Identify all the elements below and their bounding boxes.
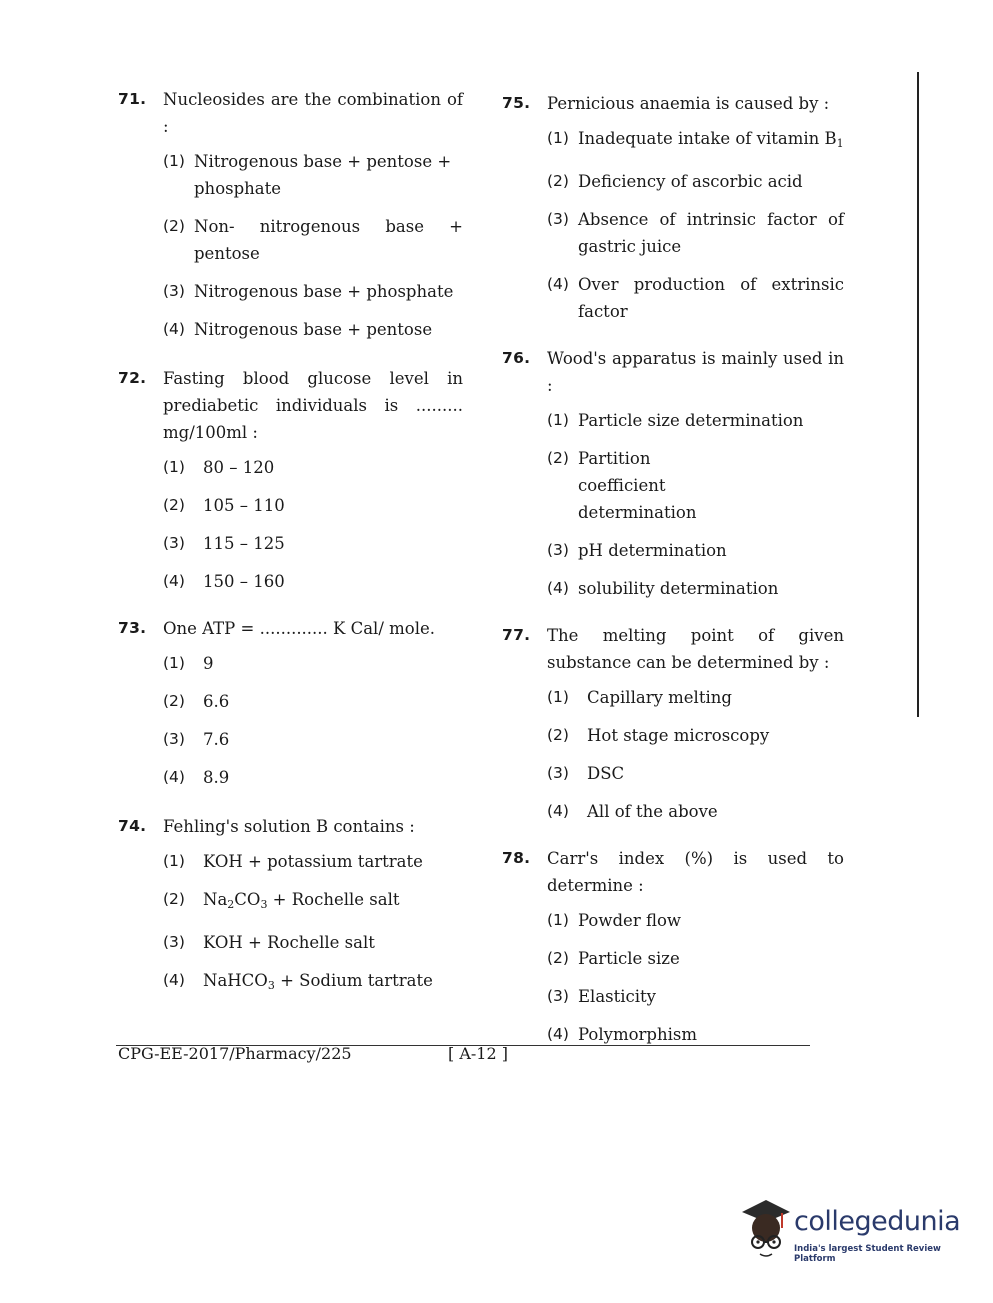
question-number: 72. [118, 369, 147, 387]
question-text: Fasting blood glucose level in prediabetic individuals is ......... mg/100ml : [163, 369, 463, 442]
option [163, 316, 463, 343]
option-number: (2) [163, 217, 185, 235]
question-number: 75. [502, 94, 531, 112]
option [547, 684, 844, 711]
option [547, 168, 844, 195]
option-number: (1) [163, 458, 185, 476]
option-number: (1) [547, 911, 569, 929]
right-column [502, 90, 844, 1059]
option [163, 886, 463, 918]
mascot-icon [736, 1198, 794, 1260]
option-text: 7.6 [203, 730, 230, 749]
option-number: (3) [163, 933, 185, 951]
question-77 [502, 622, 844, 825]
option-number: (4) [163, 320, 185, 338]
question-74 [118, 813, 463, 999]
formula-part: CO [234, 890, 261, 909]
option-text: Deficiency of ascorbic acid [578, 172, 803, 191]
options [118, 148, 463, 343]
option [547, 983, 844, 1010]
option-text: All of the above [587, 802, 718, 821]
option-number: (3) [163, 282, 185, 300]
option-number: (2) [547, 949, 569, 967]
formula-part: Na [203, 890, 228, 909]
option-text: 6.6 [203, 692, 230, 711]
option [163, 492, 463, 519]
question-75 [502, 90, 844, 325]
question-71 [118, 86, 463, 343]
option-number: (4) [163, 768, 185, 786]
options [502, 125, 844, 325]
options [118, 650, 463, 791]
option-text: Non- nitrogenous base + pentose [194, 217, 463, 263]
vertical-rule [917, 72, 919, 717]
option [163, 688, 463, 715]
option-number: (4) [547, 1025, 569, 1043]
question-text: Carr's index (%) is used to determine : [547, 849, 844, 895]
option-text: Partition coefficient determination [578, 449, 697, 522]
option-text: Particle size [578, 949, 680, 968]
collegedunia-logo [736, 1198, 961, 1264]
option-text: solubility determination [578, 579, 779, 598]
option-number: (3) [547, 210, 569, 228]
option [163, 148, 463, 202]
option-number: (3) [547, 987, 569, 1005]
option [163, 568, 463, 595]
option [547, 125, 844, 157]
question-number: 73. [118, 619, 147, 637]
question-number: 71. [118, 90, 147, 108]
formula-part: + Rochelle salt [267, 890, 400, 909]
option [547, 722, 844, 749]
option-number: (2) [547, 726, 569, 744]
options [502, 407, 844, 602]
option-text: KOH + Rochelle salt [203, 933, 375, 952]
subscript: 2 [227, 898, 235, 911]
option [547, 537, 844, 564]
option-number: (2) [163, 496, 185, 514]
option [163, 726, 463, 753]
option [547, 945, 844, 972]
option-text: Elasticity [578, 987, 657, 1006]
option-text: pH determination [578, 541, 727, 560]
question-text: The melting point of given substance can be determined by : [547, 626, 844, 672]
subscript: 1 [836, 137, 844, 150]
option [547, 1021, 844, 1048]
question-text: Pernicious anaemia is caused by : [547, 94, 830, 113]
option-number: (2) [547, 449, 569, 467]
option [163, 764, 463, 791]
option-text: DSC [587, 764, 625, 783]
option-number: (4) [163, 572, 185, 590]
question-text: Wood's apparatus is mainly used in : [547, 349, 844, 395]
options [502, 684, 844, 825]
option-text: 105 – 110 [203, 496, 285, 515]
option-text: Polymorphism [578, 1025, 698, 1044]
question-number: 78. [502, 849, 531, 867]
option-text: Absence of intrinsic factor of gastric juice [578, 210, 844, 256]
option-number: (3) [163, 730, 185, 748]
left-column [118, 86, 463, 1010]
option-text: Powder flow [578, 911, 682, 930]
formula-part: NaHCO [203, 971, 268, 990]
option-text: Nitrogenous base + pentose + phosphate [194, 152, 452, 198]
options [118, 454, 463, 595]
option-text [203, 886, 463, 918]
option-text: Hot stage microscopy [587, 726, 770, 745]
option [163, 650, 463, 677]
question-text: Fehling's solution B contains : [163, 817, 415, 836]
option [547, 445, 844, 526]
option-text: Over production of extrinsic factor [578, 275, 844, 321]
option-number: (2) [163, 890, 185, 908]
logo-tagline: India's largest Student Review Platform [794, 1244, 941, 1264]
option [163, 454, 463, 481]
option [163, 278, 463, 305]
logo-brand: collegedunia [794, 1206, 961, 1237]
question-76 [502, 345, 844, 602]
question-72 [118, 365, 463, 595]
option-text: Nitrogenous base + phosphate [194, 282, 454, 301]
option-number: (2) [547, 172, 569, 190]
option [547, 271, 844, 325]
question-number: 74. [118, 817, 147, 835]
paper-code: CPG-EE-2017/Pharmacy/225 [118, 1044, 352, 1063]
options [118, 848, 463, 999]
option-text: Particle size determination [578, 411, 804, 430]
option-text: 150 – 160 [203, 572, 285, 591]
option-number: (1) [547, 129, 569, 147]
option [547, 575, 844, 602]
formula-part: + Sodium tartrate [274, 971, 433, 990]
subscript: 3 [267, 979, 275, 992]
option-number: (4) [163, 971, 185, 989]
option-text [203, 967, 463, 999]
option-number: (3) [547, 764, 569, 782]
question-78 [502, 845, 844, 1048]
option-text: Capillary melting [587, 688, 732, 707]
option-text [578, 125, 844, 157]
option-number: (1) [547, 688, 569, 706]
page-number: [ A-12 ] [448, 1044, 508, 1063]
option-number: (2) [163, 692, 185, 710]
option [163, 213, 463, 267]
option-number: (4) [547, 275, 569, 293]
question-73 [118, 615, 463, 791]
option-text: 115 – 125 [203, 534, 285, 553]
formula-part: Inadequate intake of vitamin B [578, 129, 837, 148]
option-text: 8.9 [203, 768, 230, 787]
option-number: (1) [163, 152, 185, 170]
option-number: (1) [163, 852, 185, 870]
question-text: Nucleosides are the combination of : [163, 90, 463, 136]
option-text: 9 [203, 654, 214, 673]
option [547, 206, 844, 260]
option-text: 80 – 120 [203, 458, 275, 477]
question-number: 77. [502, 626, 531, 644]
option-number: (3) [547, 541, 569, 559]
question-number: 76. [502, 349, 531, 367]
option-number: (1) [547, 411, 569, 429]
option-number: (1) [163, 654, 185, 672]
option-text: KOH + potassium tartrate [203, 852, 423, 871]
option [547, 760, 844, 787]
option [547, 407, 844, 434]
option-number: (4) [547, 579, 569, 597]
options [502, 907, 844, 1048]
option [163, 530, 463, 557]
option [163, 848, 463, 875]
option [163, 967, 463, 999]
option [163, 929, 463, 956]
option [547, 798, 844, 825]
subscript: 3 [260, 898, 268, 911]
option-number: (3) [163, 534, 185, 552]
question-text: One ATP = ............. K Cal/ mole. [163, 619, 436, 638]
option-number: (4) [547, 802, 569, 820]
option-text: Nitrogenous base + pentose [194, 320, 433, 339]
option [547, 907, 844, 934]
